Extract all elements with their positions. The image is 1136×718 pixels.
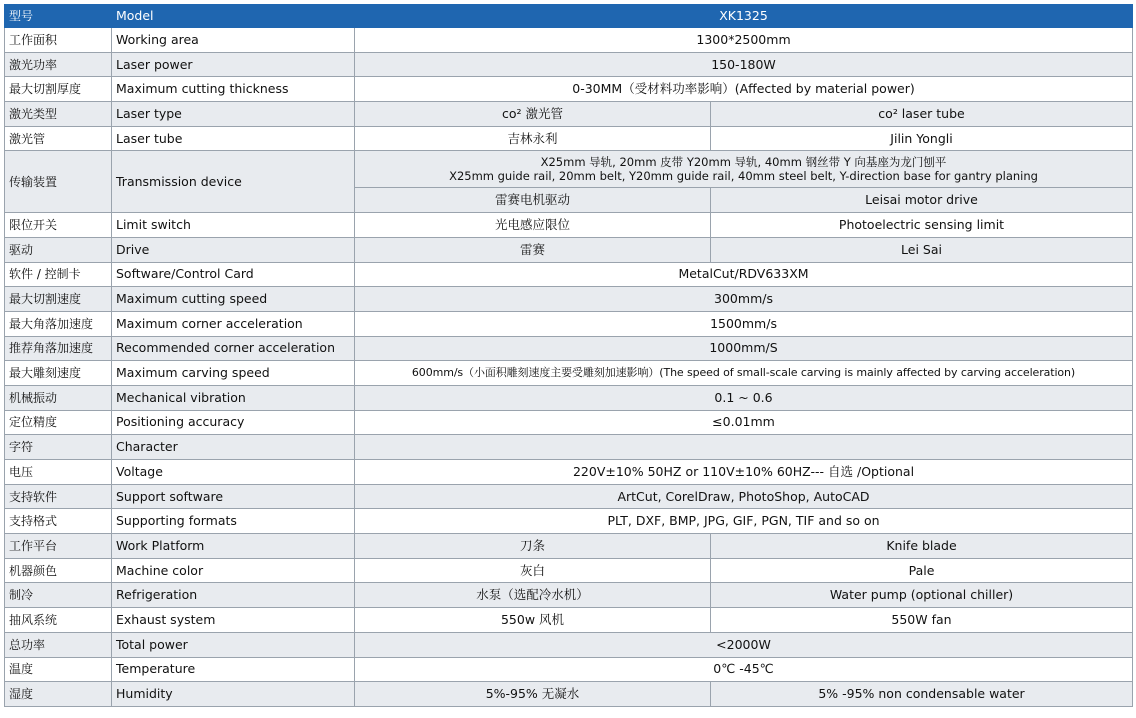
header-model-value: XK1325: [355, 5, 1133, 28]
row-value-en: Jilin Yongli: [711, 126, 1133, 151]
table-row: [5, 311, 1133, 336]
row-value-cn: 雷赛电机驱动: [355, 188, 711, 213]
table-row: [5, 484, 1133, 509]
table-row: [5, 657, 1133, 682]
header-label-cn: 型号: [5, 5, 112, 28]
row-value: PLT, DXF, BMP, JPG, GIF, PGN, TIF and so on: [355, 509, 1133, 534]
row-label-cn: 支持格式: [5, 509, 112, 534]
table-row: [5, 237, 1133, 262]
row-label-en: Supporting formats: [112, 509, 355, 534]
row-label-cn: 驱动: [5, 237, 112, 262]
row-label-cn: 支持软件: [5, 484, 112, 509]
row-value-en: Leisai motor drive: [711, 188, 1133, 213]
row-value: <2000W: [355, 632, 1133, 657]
row-label-cn: 湿度: [5, 682, 112, 707]
row-value: 0-30MM（受材料功率影响）(Affected by material power): [355, 77, 1133, 102]
row-label-en: Humidity: [112, 682, 355, 707]
table-header-row: [5, 5, 1133, 28]
header-label-en: Model: [112, 5, 355, 28]
row-label-en: Limit switch: [112, 213, 355, 238]
table-row: [5, 262, 1133, 287]
row-label-cn: 传输装置: [5, 151, 112, 213]
table-row: [5, 435, 1133, 460]
row-label-en: Work Platform: [112, 534, 355, 559]
row-value: ≤0.01mm: [355, 410, 1133, 435]
row-label-en: Character: [112, 435, 355, 460]
row-label-en: Software/Control Card: [112, 262, 355, 287]
row-value-cn: 5%-95% 无凝水: [355, 682, 711, 707]
row-label-cn: 最大切割厚度: [5, 77, 112, 102]
table-row: [5, 410, 1133, 435]
row-label-cn: 最大角落加速度: [5, 311, 112, 336]
row-value: ArtCut, CorelDraw, PhotoShop, AutoCAD: [355, 484, 1133, 509]
row-value: 300mm/s: [355, 287, 1133, 312]
row-label-cn: 最大切割速度: [5, 287, 112, 312]
row-label-en: Laser power: [112, 52, 355, 77]
row-label-en: Total power: [112, 632, 355, 657]
row-value-cn: 水泵（选配冷水机）: [355, 583, 711, 608]
row-value-cn: 灰白: [355, 558, 711, 583]
table-row: [5, 52, 1133, 77]
row-value: 220V±10% 50HZ or 110V±10% 60HZ--- 自选 /Optional: [355, 460, 1133, 485]
row-label-cn: 字符: [5, 435, 112, 460]
row-label-cn: 推荐角落加速度: [5, 336, 112, 361]
row-label-en: Working area: [112, 28, 355, 53]
table-row: [5, 361, 1133, 386]
row-label-cn: 工作平台: [5, 534, 112, 559]
row-value-en: 550W fan: [711, 608, 1133, 633]
row-value-en: co² laser tube: [711, 102, 1133, 127]
row-label-en: Maximum cutting thickness: [112, 77, 355, 102]
row-label-cn: 工作面积: [5, 28, 112, 53]
table-row: [5, 287, 1133, 312]
row-value-cn: 光电感应限位: [355, 213, 711, 238]
row-label-cn: 激光功率: [5, 52, 112, 77]
row-label-en: Mechanical vibration: [112, 385, 355, 410]
row-value-en: Pale: [711, 558, 1133, 583]
spec-table: [4, 4, 1133, 707]
row-value-combined: [355, 151, 1133, 188]
row-value-en: Photoelectric sensing limit: [711, 213, 1133, 238]
row-value: 1000mm/S: [355, 336, 1133, 361]
table-row: [5, 385, 1133, 410]
row-label-en: Laser type: [112, 102, 355, 127]
table-row: [5, 558, 1133, 583]
row-label-en: Maximum cutting speed: [112, 287, 355, 312]
row-label-en: Recommended corner acceleration: [112, 336, 355, 361]
row-value-cn: 550w 风机: [355, 608, 711, 633]
row-label-en: Refrigeration: [112, 583, 355, 608]
row-value-cn: co² 激光管: [355, 102, 711, 127]
table-row: [5, 126, 1133, 151]
row-label-en: Temperature: [112, 657, 355, 682]
row-label-cn: 温度: [5, 657, 112, 682]
table-row: [5, 151, 1133, 188]
row-value: 1500mm/s: [355, 311, 1133, 336]
row-label-en: Exhaust system: [112, 608, 355, 633]
row-label-cn: 软件 / 控制卡: [5, 262, 112, 287]
row-value: 0.1 ~ 0.6: [355, 385, 1133, 410]
row-value-en-line: X25mm guide rail, 20mm belt, Y20mm guide rail, 40mm steel belt, Y-direction base for gantry planing: [449, 169, 1038, 184]
row-value: 600mm/s（小面积雕刻速度主要受雕刻加速影响）(The speed of small-scale carving is mainly affected by carving acceleration): [355, 361, 1133, 386]
row-label-cn: 激光管: [5, 126, 112, 151]
row-label-en: Transmission device: [112, 151, 355, 213]
table-row: [5, 632, 1133, 657]
row-label-cn: 机器颜色: [5, 558, 112, 583]
table-row: [5, 509, 1133, 534]
row-label-en: Positioning accuracy: [112, 410, 355, 435]
row-value-en: Knife blade: [711, 534, 1133, 559]
spec-sheet: [4, 4, 1132, 707]
table-row: [5, 460, 1133, 485]
row-value: 150-180W: [355, 52, 1133, 77]
row-label-cn: 电压: [5, 460, 112, 485]
row-value-cn: 雷赛: [355, 237, 711, 262]
row-value: 1300*2500mm: [355, 28, 1133, 53]
row-label-cn: 定位精度: [5, 410, 112, 435]
row-label-en: Voltage: [112, 460, 355, 485]
row-label-cn: 机械振动: [5, 385, 112, 410]
row-label-cn: 总功率: [5, 632, 112, 657]
table-row: [5, 583, 1133, 608]
table-row: [5, 213, 1133, 238]
row-value-cn: 刀条: [355, 534, 711, 559]
table-row: [5, 534, 1133, 559]
table-row: [5, 682, 1133, 707]
row-label-en: Machine color: [112, 558, 355, 583]
row-value-en: Water pump (optional chiller): [711, 583, 1133, 608]
row-label-en: Maximum corner acceleration: [112, 311, 355, 336]
row-label-en: Drive: [112, 237, 355, 262]
row-label-cn: 制冷: [5, 583, 112, 608]
row-label-en: Support software: [112, 484, 355, 509]
row-label-cn: 抽风系统: [5, 608, 112, 633]
row-label-cn: 最大雕刻速度: [5, 361, 112, 386]
row-value-en: Lei Sai: [711, 237, 1133, 262]
table-row: [5, 336, 1133, 361]
row-value: 0℃ -45℃: [355, 657, 1133, 682]
table-row: [5, 28, 1133, 53]
table-row: [5, 77, 1133, 102]
row-label-cn: 激光类型: [5, 102, 112, 127]
table-row: [5, 608, 1133, 633]
row-label-cn: 限位开关: [5, 213, 112, 238]
row-label-en: Laser tube: [112, 126, 355, 151]
row-label-en: Maximum carving speed: [112, 361, 355, 386]
row-value-cn: 吉林永利: [355, 126, 711, 151]
table-row: [5, 102, 1133, 127]
row-value: MetalCut/RDV633XM: [355, 262, 1133, 287]
row-value-cn-line: X25mm 导轨, 20mm 皮带 Y20mm 导轨, 40mm 钢丝带 Y 向基座为龙门刨平: [540, 155, 947, 170]
row-value: [355, 435, 1133, 460]
row-value-en: 5% -95% non condensable water: [711, 682, 1133, 707]
